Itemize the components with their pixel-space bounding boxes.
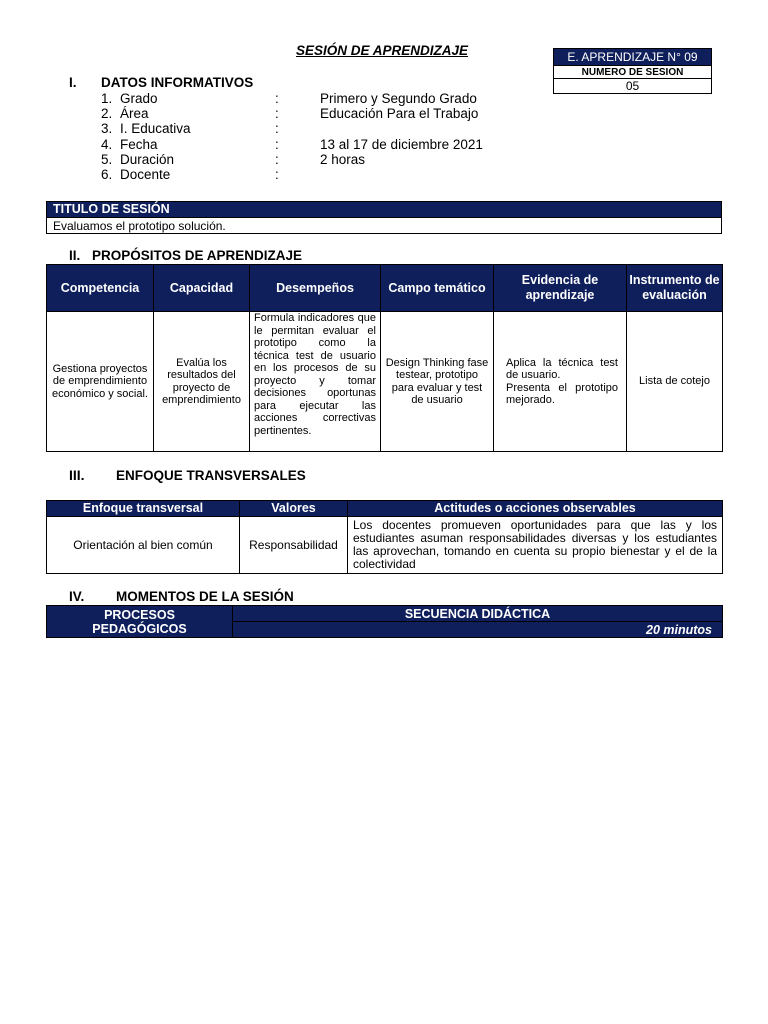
datos-item-value: Primero y Segundo Grado	[320, 91, 477, 106]
section-momentos-heading	[69, 589, 294, 604]
datos-item-colon: :	[275, 166, 279, 182]
datos-item-colon: :	[275, 121, 279, 137]
section-numeral: II.	[69, 248, 81, 263]
datos-item-label: Duración	[120, 151, 175, 167]
capacidad-cell: Evalúa los resultados del proyecto de emprendimiento	[154, 312, 250, 452]
section-title: ENFOQUE TRANSVERSALES	[116, 468, 306, 483]
datos-item-label: Fecha	[120, 136, 158, 152]
datos-item-number: 6.	[101, 166, 113, 182]
campo-tematico-cell: Design Thinking fase testear, prototipo para evaluar y test de usuario	[381, 312, 494, 452]
section-title: PROPÓSITOS DE APRENDIZAJE	[92, 248, 303, 263]
column-header: Instrumento de evaluación	[627, 265, 723, 312]
secuencia-header: SECUENCIA DIDÁCTICA	[233, 606, 723, 622]
procesos-header: PROCESOS PEDAGÓGICOS	[47, 606, 233, 638]
table-row	[47, 517, 723, 574]
section-numeral: III.	[69, 467, 85, 483]
table-header-row	[47, 265, 723, 312]
datos-item-value: Educación Para el Trabajo	[320, 106, 479, 122]
column-header: Evidencia de aprendizaje	[494, 265, 627, 312]
datos-item-number: 5.	[101, 151, 113, 167]
section-title: DATOS INFORMATIVOS	[101, 75, 254, 90]
duration-label: 20 minutos	[233, 622, 723, 638]
section-enfoque-heading	[69, 467, 306, 483]
column-header: Valores	[240, 501, 348, 517]
datos-item-number: 4.	[101, 136, 113, 152]
section-numeral: I.	[69, 75, 77, 90]
session-title-box	[46, 201, 722, 234]
evidencia-cell	[494, 312, 627, 452]
datos-item-colon: :	[275, 136, 279, 152]
datos-item-number: 2.	[101, 106, 113, 122]
column-header: Actitudes o acciones observables	[348, 501, 723, 517]
session-info-box	[553, 48, 712, 94]
session-title-header: TITULO DE SESIÓN	[47, 202, 721, 217]
evidencia-item: Aplica la técnica test de usuario.	[506, 356, 618, 381]
session-number-value: 05	[554, 78, 711, 93]
section-datos-heading	[69, 75, 253, 90]
propositos-table	[46, 264, 723, 452]
enfoque-table	[46, 500, 723, 574]
instrumento-cell: Lista de cotejo	[627, 312, 723, 452]
competencia-cell: Gestiona proyectos de emprendimiento económico y social.	[47, 312, 154, 452]
section-propositos-heading	[69, 248, 302, 263]
datos-item-number: 3.	[101, 121, 113, 137]
column-header: Campo temático	[381, 265, 494, 312]
column-header: Enfoque transversal	[47, 501, 240, 517]
column-header: Competencia	[47, 265, 154, 312]
datos-item-value: 2 horas	[320, 151, 366, 167]
table-header-row	[47, 606, 723, 622]
section-title: MOMENTOS DE LA SESIÓN	[116, 589, 294, 604]
valor-cell: Responsabilidad	[240, 517, 348, 574]
datos-item-label: I. Educativa	[120, 121, 191, 137]
column-header: Capacidad	[154, 265, 250, 312]
table-row	[47, 312, 723, 452]
datos-item-colon: :	[275, 151, 279, 167]
datos-item-label: Área	[120, 106, 149, 122]
datos-item-label: Docente	[120, 166, 171, 182]
evidencia-item: Presenta el prototipo mejorado.	[506, 381, 618, 406]
document-title: SESIÓN DE APRENDIZAJE	[295, 43, 469, 58]
enfoque-cell: Orientación al bien común	[47, 517, 240, 574]
datos-item-number: 1.	[101, 91, 113, 106]
column-header: Desempeños	[250, 265, 381, 312]
datos-item-value: 13 al 17 de diciembre 2021	[320, 136, 483, 152]
table-header-row	[47, 501, 723, 517]
learning-unit-number: E. APRENDIZAJE N° 09	[554, 49, 711, 65]
session-number-label: NUMERO DE SESION	[554, 65, 711, 78]
section-numeral: IV.	[69, 589, 85, 604]
datos-item-label: Grado	[120, 91, 158, 106]
session-title-text: Evaluamos el prototipo solución.	[47, 217, 721, 233]
desempenos-cell: Formula indicadores que le permitan evaluar el prototipo como la técnica test de usuario en los procesos de su proyecto y tomar decisiones oportunas para ejecutar las acciones correctivas pertinentes.	[250, 312, 381, 452]
datos-item-colon: :	[275, 106, 279, 122]
momentos-table	[46, 605, 723, 638]
actitudes-cell: Los docentes promueven oportunidades para que las y los estudiantes asuman responsabilidades diversas y los estudiantes las aprovechan, tomando en cuenta su propio bienestar y el de la colectividad	[348, 517, 723, 574]
datos-item-colon: :	[275, 91, 279, 106]
